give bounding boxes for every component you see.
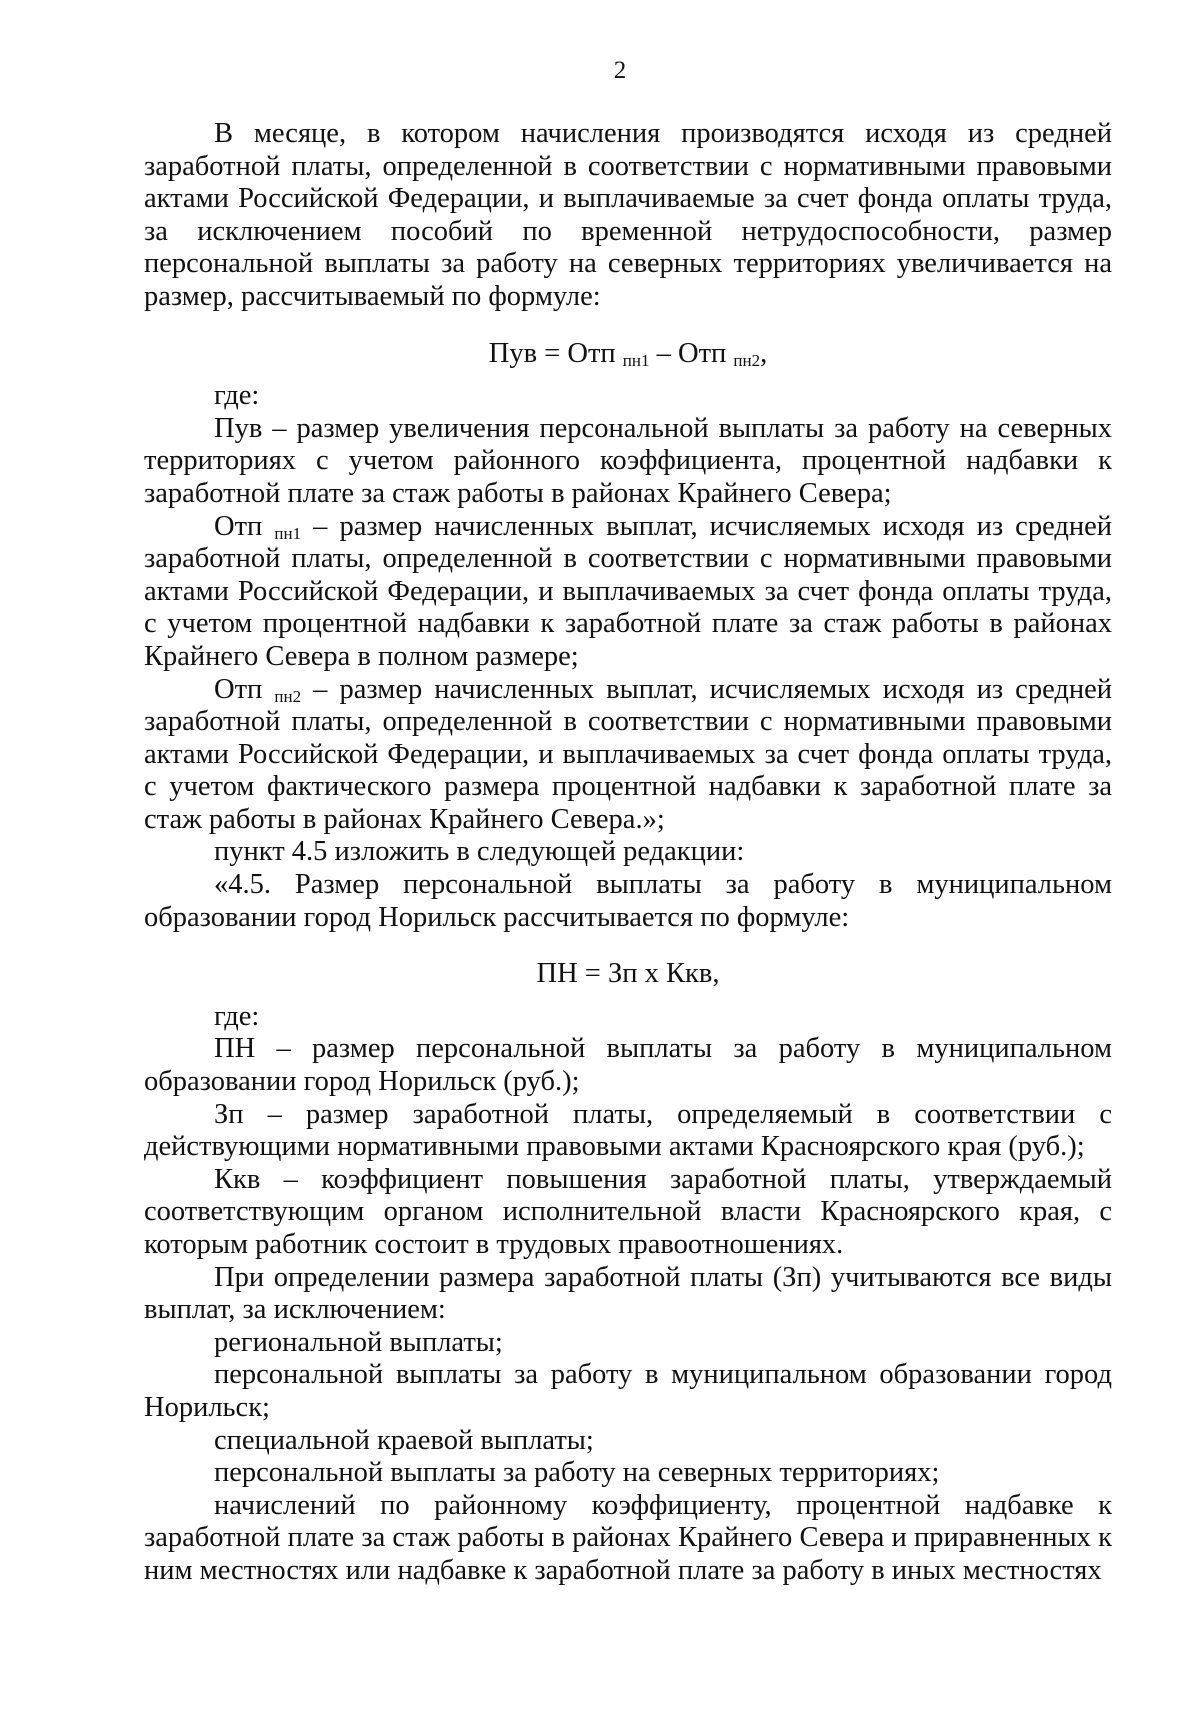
paragraph: пункт 4.5 изложить в следующей редакции: [214, 836, 745, 868]
where-label: где: [214, 1000, 260, 1032]
paragraph: В месяце, в котором начисления производятся исходя из средней заработной платы, определенной в соответствии с нормативными правовыми актами Российской Федерации, и выплачиваемые за счет фонда оплаты труда, за исключением пособий по временной нетрудоспособности, размер персональной выплаты за работу на северных территориях увеличивается на размер, рассчитываемый по формуле: [144, 118, 1112, 312]
paragraph [144, 511, 1112, 674]
text-run: Отп [214, 510, 275, 542]
paragraph: При определении размера заработной платы (Зп) учитываются все виды выплат, за исключением: [144, 1261, 1112, 1326]
text-run: Пув = Отп [488, 337, 623, 369]
paragraph: начислений по районному коэффициенту, процентной надбавке к заработной плате за стаж работы в районах Крайнего Севера и приравненных к ним местностях или надбавке к заработной плате за работу в иных местностях [144, 1489, 1112, 1586]
text-run: , [760, 337, 768, 369]
subscript: пн2 [274, 686, 302, 706]
formula [144, 338, 1112, 371]
where-label: где: [214, 380, 260, 412]
paragraph [144, 674, 1112, 837]
paragraph: Ккв – коэффициент повышения заработной платы, утверждаемый соответствующим органом исполнительной власти Красноярского края, с которым работник состоит в трудовых правоотношениях. [144, 1163, 1112, 1260]
paragraph: персональной выплаты за работу в муниципальном образовании город Норильск; [144, 1359, 1112, 1423]
document-body [144, 118, 1112, 1588]
paragraph: «4.5. Размер персональной выплаты за работу в муниципальном образовании город Норильск рассчитывается по формуле: [144, 869, 1112, 933]
text-run: Отп [214, 673, 275, 705]
subscript: пн2 [733, 350, 761, 370]
paragraph: персональной выплаты за работу на северных территориях; [214, 1457, 940, 1489]
text-run: – размер начисленных выплат, исчисляемых исходя из средней заработной платы, определенной в соответствии с нормативными правовыми актами Российской Федерации, и выплачиваемых за счет фонда оплаты труда, с учетом фактического размера процентной надбавки к заработной плате за стаж работы в районах Крайнего Севера.»; [144, 673, 1112, 835]
paragraph: Зп – размер заработной платы, определяемый в соответствии с действующими нормативными правовыми актами Красноярского края (руб.); [144, 1098, 1112, 1163]
text-run: – Отп [649, 337, 734, 369]
subscript: пн1 [274, 523, 302, 543]
paragraph: специальной краевой выплаты; [214, 1424, 594, 1456]
page-number: 2 [613, 57, 627, 84]
paragraph: ПН – размер персональной выплаты за работу в муниципальном образовании город Норильск (руб.); [144, 1033, 1112, 1098]
text-run: ПН = Зп х Ккв, [536, 958, 720, 990]
paragraph: региональной выплаты; [214, 1326, 503, 1358]
paragraph: Пув – размер увеличения персональной выплаты за работу на северных территориях с учетом районного коэффициента, процентной надбавки к заработной плате за стаж работы в районах Крайнего Севера; [144, 412, 1112, 509]
text-run: – размер начисленных выплат, исчисляемых исходя из средней заработной платы, определенной в соответствии с нормативными правовыми актами Российской Федерации, и выплачиваемых за счет фонда оплаты труда, с учетом процентной надбавки к заработной плате за стаж работы в районах Крайнего Севера в полном размере; [144, 510, 1112, 672]
formula [144, 958, 1112, 991]
subscript: пн1 [622, 350, 650, 370]
